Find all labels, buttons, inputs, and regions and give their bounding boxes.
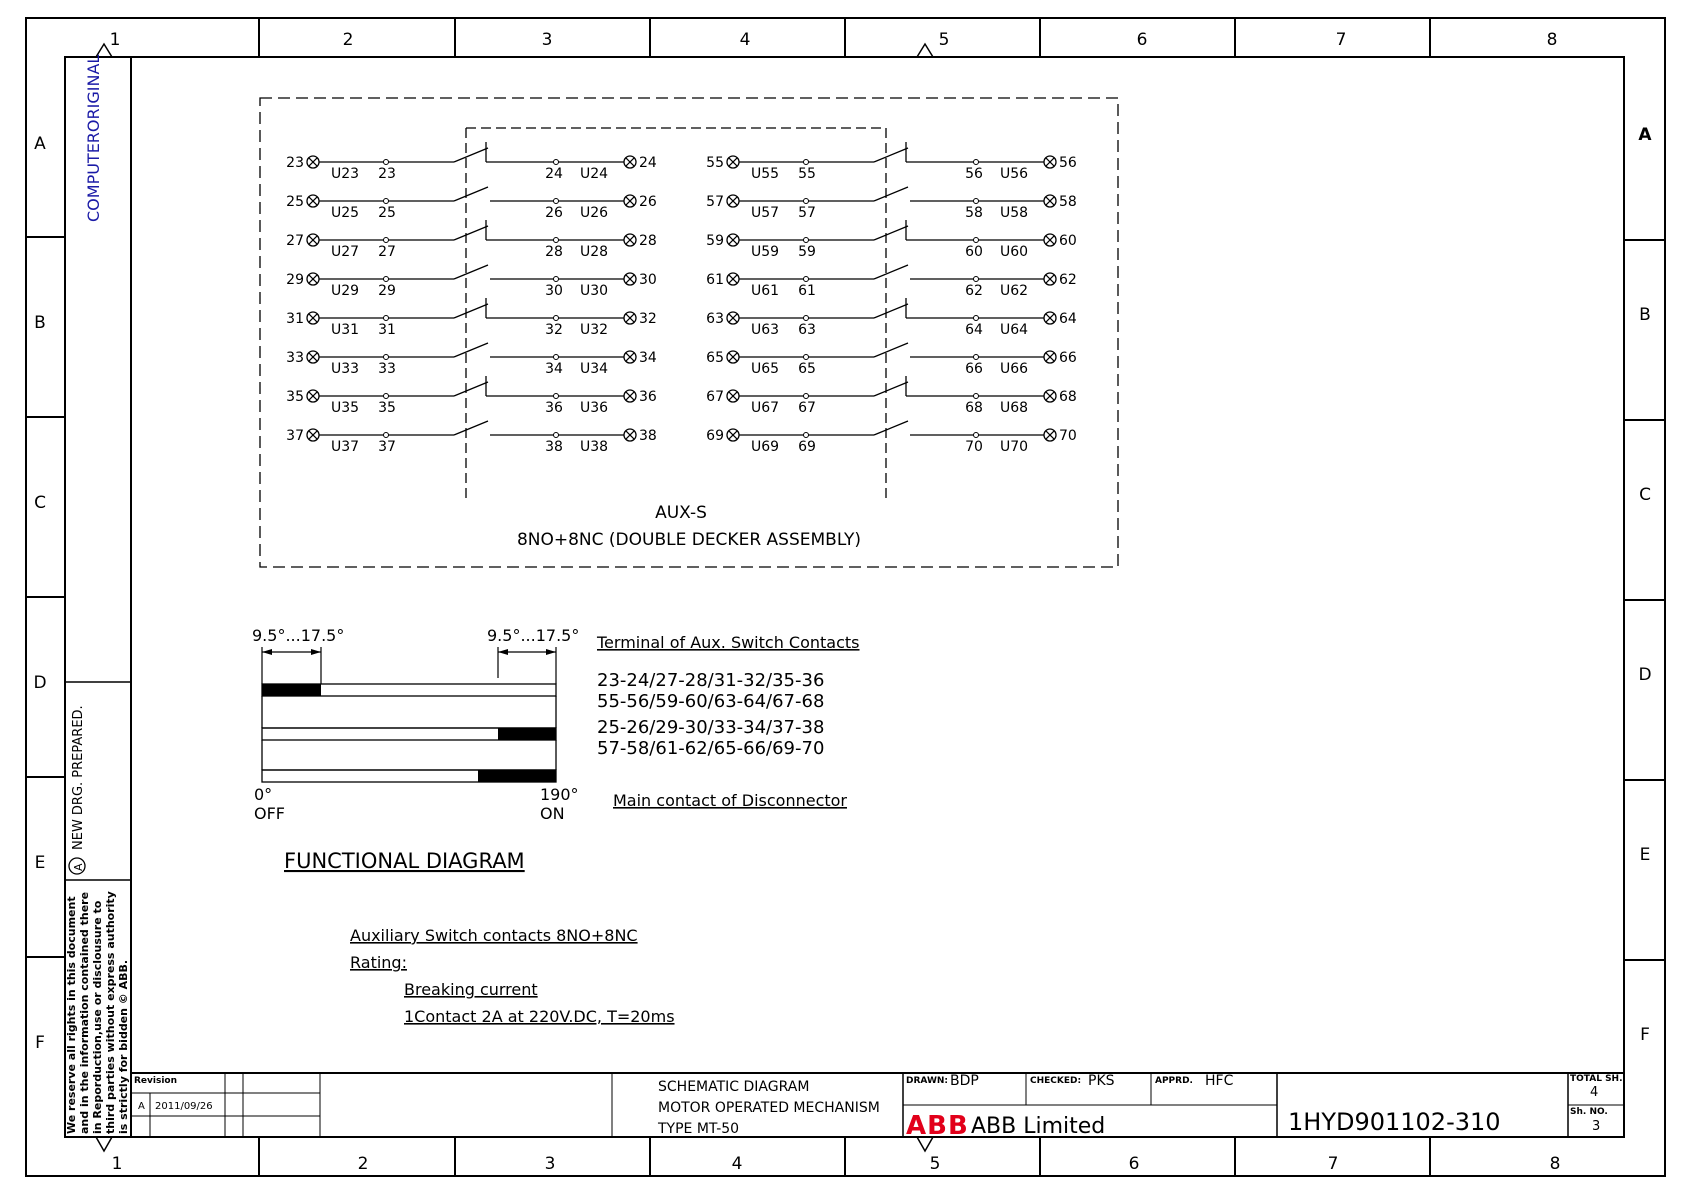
terminal-line: 23-24/27-28/31-32/35-36 <box>597 670 825 691</box>
aux-terminal-label: 64 <box>965 322 983 338</box>
aux-terminal-label: 69 <box>706 428 724 444</box>
aux-terminal-label: 24 <box>639 155 657 171</box>
aux-terminal-label: 59 <box>706 233 724 249</box>
row-label-right: E <box>1639 845 1651 865</box>
aux-terminal-label: 25 <box>378 205 396 221</box>
terminal-line: 55-56/59-60/63-64/67-68 <box>597 691 825 712</box>
aux-terminal-label: 38 <box>639 428 657 444</box>
aux-terminal-label: U67 <box>750 400 780 416</box>
aux-terminal-label: 58 <box>965 205 983 221</box>
revision-label: Revision <box>134 1076 178 1086</box>
aux-terminal-label: U36 <box>579 400 609 416</box>
aux-terminal-label: 30 <box>639 272 657 288</box>
col-label-top: 8 <box>1546 30 1558 50</box>
functional-title: FUNCTIONAL DIAGRAM <box>284 849 525 873</box>
aux-terminal-label: 66 <box>965 361 983 377</box>
col-label-bottom: 5 <box>929 1154 941 1174</box>
aux-contact-row <box>286 298 657 338</box>
row-label-left: C <box>34 493 46 513</box>
aux-terminal-label: 31 <box>286 311 304 327</box>
aux-terminal-label: 56 <box>965 166 983 182</box>
aux-terminal-label: 60 <box>1059 233 1077 249</box>
aux-terminal-label: 57 <box>706 194 724 210</box>
aux-terminal-label: 27 <box>378 244 396 260</box>
copyright-line: third parties without express authority <box>104 891 117 1134</box>
aux-terminal-label: 63 <box>798 322 816 338</box>
copyright-line: and in the information contained there <box>78 891 91 1134</box>
aux-terminal-label: 33 <box>286 350 304 366</box>
aux-terminal-label: 29 <box>286 272 304 288</box>
aux-terminal-label: 58 <box>1059 194 1077 210</box>
copyright-line: in Reporduction,use or disclousure to <box>91 900 104 1134</box>
aux-terminal-label: U23 <box>330 166 360 182</box>
row-label-right: D <box>1638 665 1652 685</box>
aux-terminal-label: U34 <box>579 361 609 377</box>
row-label-right: A <box>1638 125 1652 145</box>
aux-terminal-label: U56 <box>999 166 1029 182</box>
angle-right-label: 9.5°...17.5° <box>487 626 580 645</box>
aux-terminal-label: U37 <box>330 439 360 455</box>
aux-terminal-label: 55 <box>798 166 816 182</box>
aux-terminal-label: 36 <box>639 389 657 405</box>
col-label-top: 3 <box>541 30 553 50</box>
aux-terminal-label: 60 <box>965 244 983 260</box>
aux-terminal-label: 26 <box>545 205 563 221</box>
aux-terminal-label: 69 <box>798 439 816 455</box>
aux-terminal-label: 36 <box>545 400 563 416</box>
aux-terminal-label: U68 <box>999 400 1029 416</box>
aux-terminal-label: 56 <box>1059 155 1077 171</box>
title-block <box>131 1073 1624 1141</box>
aux-contact-row <box>706 220 1077 260</box>
aux-terminal-label: U28 <box>579 244 609 260</box>
col-label-bottom: 1 <box>111 1154 123 1174</box>
aux-terminal-label: U61 <box>750 283 780 299</box>
aux-contact-row <box>286 376 657 416</box>
aux-terminal-label: 68 <box>1059 389 1077 405</box>
aux-contact-row <box>286 220 657 260</box>
aux-terminal-label: U24 <box>579 166 609 182</box>
aux-switch-schematic <box>260 98 1118 567</box>
aux-terminal-label: U31 <box>330 322 360 338</box>
aux-terminal-label: 61 <box>706 272 724 288</box>
aux-terminal-label: 34 <box>545 361 563 377</box>
aux-terminal-label: U65 <box>750 361 780 377</box>
drawn-value: BDP <box>950 1073 979 1089</box>
aux-terminal-label: U60 <box>999 244 1029 260</box>
aux-terminal-label: 33 <box>378 361 396 377</box>
approved-value: HFC <box>1205 1073 1234 1089</box>
start-state: OFF <box>254 804 285 823</box>
aux-terminal-label: U57 <box>750 205 780 221</box>
aux-terminal-label: U69 <box>750 439 780 455</box>
aux-terminal-label: 29 <box>378 283 396 299</box>
col-label-bottom: 2 <box>357 1154 369 1174</box>
aux-contact-row <box>706 187 1077 221</box>
drawing-title-line: TYPE MT-50 <box>658 1121 740 1137</box>
copyright-line: is strictly for bidden © ABB. <box>117 959 130 1134</box>
aux-terminal-label: 55 <box>706 155 724 171</box>
copyright-block <box>65 891 130 1134</box>
aux-terminal-label: 27 <box>286 233 304 249</box>
aux-subtitle: 8NO+8NC (DOUBLE DECKER ASSEMBLY) <box>516 530 862 550</box>
col-label-bottom: 7 <box>1327 1154 1339 1174</box>
col-label-top: 5 <box>938 30 950 50</box>
aux-terminal-label: 65 <box>798 361 816 377</box>
revision-date: 2011/09/26 <box>155 1101 213 1112</box>
aux-terminal-label: 68 <box>965 400 983 416</box>
aux-terminal-label: 28 <box>639 233 657 249</box>
total-sheets-value: 4 <box>1590 1085 1599 1100</box>
aux-terminal-label: U62 <box>999 283 1029 299</box>
col-label-bottom: 3 <box>544 1154 556 1174</box>
aux-terminal-label: U29 <box>330 283 360 299</box>
start-angle: 0° <box>254 785 273 804</box>
terminal-line: 25-26/29-30/33-34/37-38 <box>597 717 825 738</box>
row-label-right: C <box>1639 485 1651 505</box>
aux-contact-row <box>706 376 1077 416</box>
revision-letter: A <box>138 1101 145 1112</box>
row-label-right: F <box>1640 1025 1650 1045</box>
aux-terminal-label: 34 <box>639 350 657 366</box>
total-sheets-label: TOTAL SH. <box>1570 1074 1623 1084</box>
aux-terminal-label: 30 <box>545 283 563 299</box>
copyright-line: We reserve all rights in this document <box>65 896 78 1134</box>
aux-terminal-label: 67 <box>798 400 816 416</box>
abb-logo: ABB <box>906 1111 969 1141</box>
aux-contact-row <box>286 421 657 455</box>
rating-line: Rating: <box>350 953 407 972</box>
drawing-title-line: SCHEMATIC DIAGRAM <box>658 1079 810 1095</box>
aux-terminal-label: 64 <box>1059 311 1077 327</box>
aux-terminal-label: 31 <box>378 322 396 338</box>
col-label-top: 6 <box>1136 30 1148 50</box>
rating-line: 1Contact 2A at 220V.DC, T=20ms <box>404 1007 675 1026</box>
aux-terminal-label: U64 <box>999 322 1029 338</box>
aux-terminal-label: 32 <box>545 322 563 338</box>
col-label-top: 1 <box>109 30 121 50</box>
aux-terminal-label: 70 <box>965 439 983 455</box>
checked-label: CHECKED: <box>1030 1076 1082 1086</box>
angle-left-label: 9.5°...17.5° <box>252 626 345 645</box>
aux-terminal-label: 26 <box>639 194 657 210</box>
aux-contact-row <box>286 265 657 299</box>
aux-contact-row <box>286 343 657 377</box>
revision-mark: A <box>72 863 85 871</box>
aux-terminal-label: 67 <box>706 389 724 405</box>
col-label-top: 2 <box>342 30 354 50</box>
aux-contact-row <box>706 265 1077 299</box>
end-angle: 190° <box>540 785 579 804</box>
aux-terminal-label: 66 <box>1059 350 1077 366</box>
aux-terminal-label: U26 <box>579 205 609 221</box>
aux-terminal-label: U55 <box>750 166 780 182</box>
aux-terminal-label: 59 <box>798 244 816 260</box>
aux-terminal-label: 23 <box>378 166 396 182</box>
aux-terminal-label: 61 <box>798 283 816 299</box>
aux-title: AUX-S <box>655 503 707 523</box>
aux-terminal-label: 37 <box>378 439 396 455</box>
rating-line: Breaking current <box>404 980 538 999</box>
aux-terminal-label: 35 <box>286 389 304 405</box>
row-label-right: B <box>1639 305 1651 325</box>
aux-terminal-label: U63 <box>750 322 780 338</box>
aux-terminal-label: U59 <box>750 244 780 260</box>
rating-notes <box>350 926 675 1026</box>
aux-terminal-label: 24 <box>545 166 563 182</box>
aux-terminal-label: 25 <box>286 194 304 210</box>
aux-terminal-label: 28 <box>545 244 563 260</box>
col-label-top: 7 <box>1335 30 1347 50</box>
aux-terminal-label: 37 <box>286 428 304 444</box>
end-state: ON <box>540 804 565 823</box>
col-label-bottom: 4 <box>731 1154 743 1174</box>
sheet-no-label: Sh. NO. <box>1570 1107 1608 1117</box>
aux-terminal-label: U38 <box>579 439 609 455</box>
drawn-label: DRAWN: <box>906 1076 949 1086</box>
aux-terminal-label: 57 <box>798 205 816 221</box>
aux-contact-row <box>286 142 657 182</box>
aux-contact-row <box>706 298 1077 338</box>
aux-terminal-label: 62 <box>965 283 983 299</box>
rating-line: Auxiliary Switch contacts 8NO+8NC <box>350 926 638 945</box>
row-label-left: E <box>34 853 46 873</box>
revision-note: NEW DRG. PREPARED. <box>71 705 86 850</box>
col-label-bottom: 6 <box>1128 1154 1140 1174</box>
sheet-no-value: 3 <box>1592 1119 1601 1134</box>
computer-original-stamp: COMPUTERORIGINAL <box>84 54 103 222</box>
aux-terminal-label: U66 <box>999 361 1029 377</box>
row-labels <box>33 125 1652 1053</box>
terminal-heading: Terminal of Aux. Switch Contacts <box>597 633 860 652</box>
aux-terminal-label: U32 <box>579 322 609 338</box>
aux-terminal-label: 70 <box>1059 428 1077 444</box>
row-label-left: D <box>33 673 47 693</box>
row-label-left: F <box>35 1033 45 1053</box>
aux-terminal-label: U70 <box>999 439 1029 455</box>
aux-terminal-label: U33 <box>330 361 360 377</box>
functional-diagram <box>252 626 860 873</box>
main-contact-label: Main contact of Disconnector <box>613 791 847 810</box>
aux-terminal-label: U30 <box>579 283 609 299</box>
aux-terminal-label: 23 <box>286 155 304 171</box>
aux-contact-row <box>706 142 1077 182</box>
aux-terminal-label: U27 <box>330 244 360 260</box>
col-label-top: 4 <box>739 30 751 50</box>
aux-terminal-label: 35 <box>378 400 396 416</box>
col-label-bottom: 8 <box>1549 1154 1561 1174</box>
checked-value: PKS <box>1088 1073 1115 1089</box>
aux-terminal-label: 65 <box>706 350 724 366</box>
document-number: 1HYD901102-310 <box>1288 1108 1501 1136</box>
company-name: ABB Limited <box>971 1114 1106 1139</box>
row-label-left: B <box>34 313 46 333</box>
row-label-left: A <box>34 134 46 154</box>
aux-terminal-label: 32 <box>639 311 657 327</box>
aux-contact-row <box>706 421 1077 455</box>
terminal-line: 57-58/61-62/65-66/69-70 <box>597 738 825 759</box>
aux-contact-row <box>706 343 1077 377</box>
drawing-title-line: MOTOR OPERATED MECHANISM <box>658 1100 880 1116</box>
aux-terminal-label: 63 <box>706 311 724 327</box>
aux-terminal-label: 62 <box>1059 272 1077 288</box>
aux-terminal-label: 38 <box>545 439 563 455</box>
aux-terminal-label: U58 <box>999 205 1029 221</box>
approved-label: APPRD. <box>1155 1076 1193 1086</box>
aux-terminal-label: U35 <box>330 400 360 416</box>
aux-contact-row <box>286 187 657 221</box>
aux-terminal-label: U25 <box>330 205 360 221</box>
